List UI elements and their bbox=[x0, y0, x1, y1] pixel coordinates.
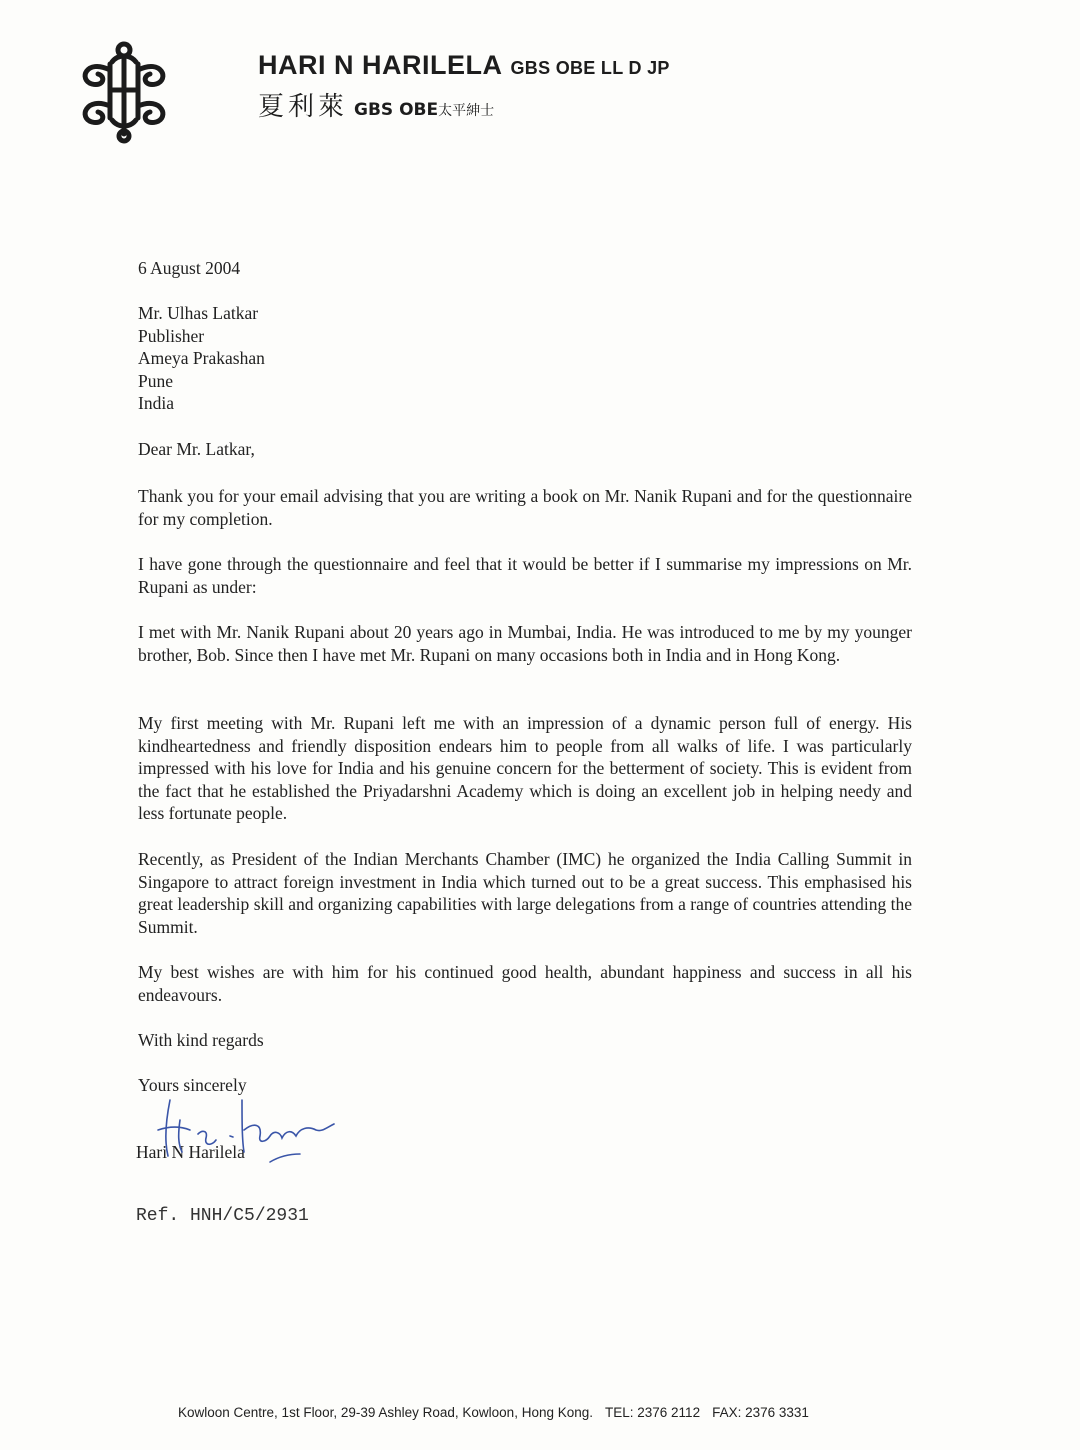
body-paragraph: Thank you for your email advising that you are writing a book on Mr. Nanik Rupani and for the questionnaire for my completion. bbox=[138, 486, 912, 529]
footer-contact bbox=[178, 1405, 918, 1420]
knot-monogram-icon bbox=[76, 40, 172, 144]
letterhead-chinese-honours: GBS OBE bbox=[354, 100, 439, 120]
signer-name: Hari N Harilela bbox=[136, 1142, 245, 1162]
reference-number: Ref. HNH/C5/2931 bbox=[136, 1206, 309, 1226]
footer-fax: FAX: 2376 3331 bbox=[712, 1405, 809, 1420]
body-paragraph: I have gone through the questionnaire and feel that it would be better if I summarise my impressions on Mr. Rupani as under: bbox=[138, 554, 912, 597]
letterhead-chinese-line bbox=[258, 86, 494, 123]
letter-date: 6 August 2004 bbox=[138, 258, 241, 278]
letterhead-name bbox=[258, 50, 670, 81]
address-line: Ameya Prakashan bbox=[138, 348, 265, 368]
sign-off: Yours sincerely bbox=[138, 1075, 247, 1095]
address-line: Pune bbox=[138, 370, 173, 391]
address-line: Mr. Ulhas Latkar bbox=[138, 303, 259, 323]
handwritten-signature bbox=[150, 1090, 350, 1170]
address-line: Publisher bbox=[138, 325, 205, 346]
salutation: Dear Mr. Latkar, bbox=[138, 439, 255, 459]
footer-address: Kowloon Centre, 1st Floor, 29-39 Ashley Road, Kowloon, Hong Kong. bbox=[178, 1405, 593, 1420]
address-line: India bbox=[138, 393, 174, 413]
letterhead bbox=[76, 40, 976, 150]
recipient-address bbox=[138, 302, 265, 415]
closing-line: With kind regards bbox=[138, 1030, 264, 1050]
letterhead-chinese-name: 夏利萊 bbox=[258, 92, 349, 122]
letterhead-name-text: HARI N HARILELA bbox=[258, 50, 503, 80]
letterhead-chinese-title: 太平紳士 bbox=[438, 103, 495, 119]
body-paragraph: I met with Mr. Nanik Rupani about 20 years ago in Mumbai, India. He was introduced to me by my younger brother, Bob. Since then I have met Mr. Rupani on many occasions both in India and in Hong Kong. bbox=[138, 622, 912, 665]
footer-telephone: TEL: 2376 2112 bbox=[605, 1405, 701, 1420]
body-paragraph: My best wishes are with him for his continued good health, abundant happiness and success in all his endeavours. bbox=[138, 962, 912, 1005]
body-paragraph: Recently, as President of the Indian Merchants Chamber (IMC) he organized the India Calling Summit in Singapore to attract foreign investment in India which turned out to be a great success. This emphasised his great leadership skill and organizing capabilities with large delegations from a range of countries attending the Summit. bbox=[138, 849, 912, 937]
body-paragraph: My first meeting with Mr. Rupani left me with an impression of a dynamic person full of energy. His kindheartedness and friendly disposition endears him to people from all walks of life. I was particularly impressed with his love for India and his genuine concern for the betterment of society. This is evident from the fact that he established the Priyadarshni Academy which is doing an excellent job in helping needy and less fortunate people. bbox=[138, 713, 912, 823]
letterhead-honours: GBS OBE LL D JP bbox=[510, 58, 670, 78]
